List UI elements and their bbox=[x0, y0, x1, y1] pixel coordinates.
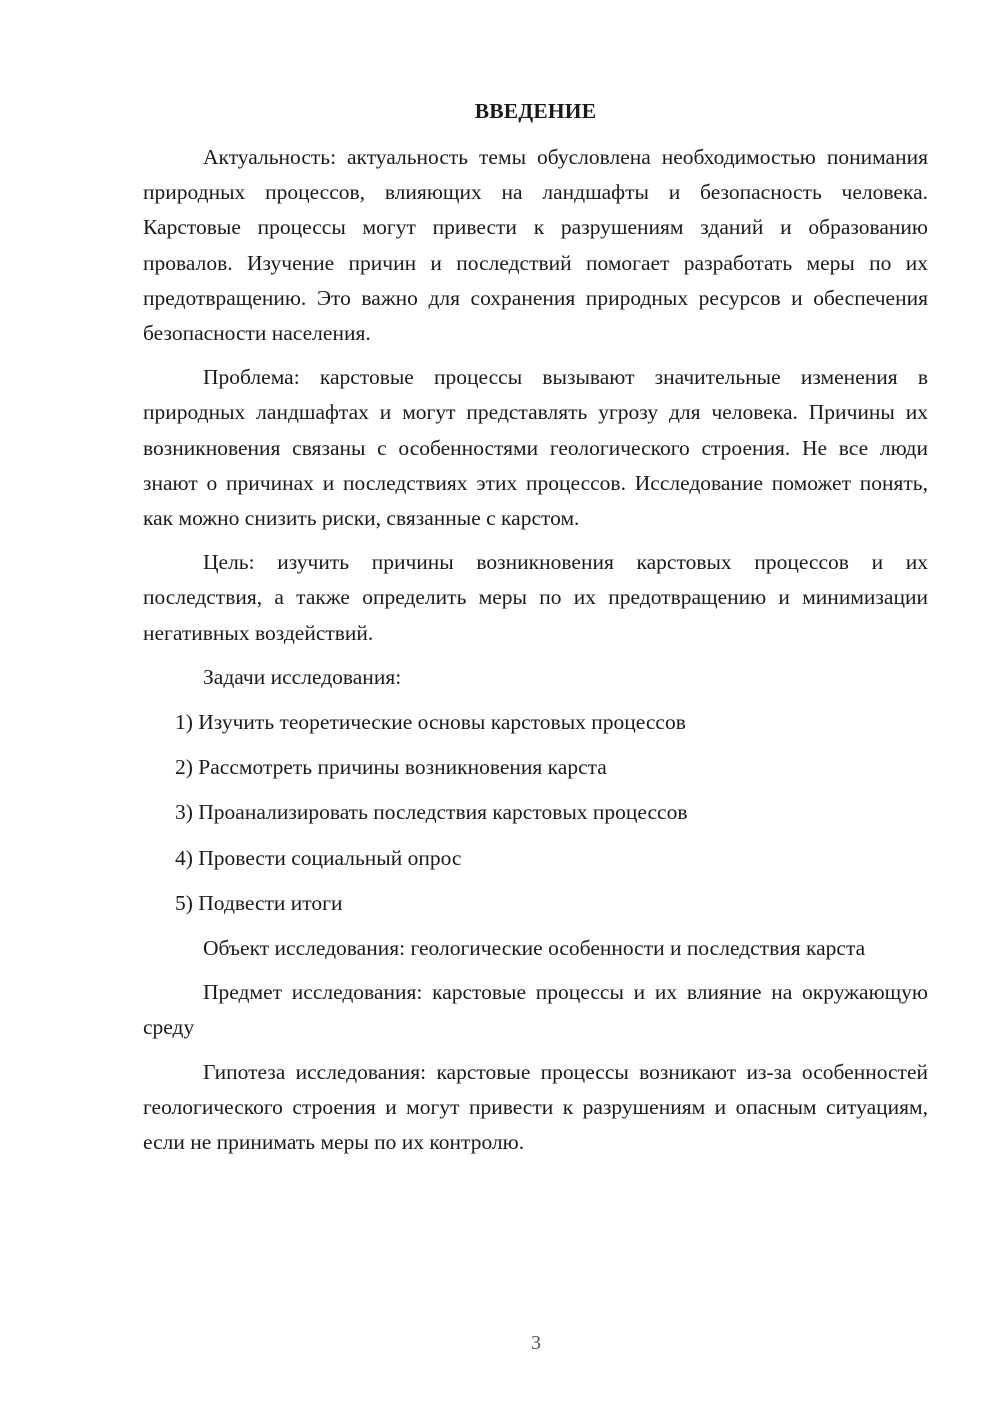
paragraph-relevance: Актуальность: актуальность темы обусловлена необходимостью понимания природных процессов, влияющих на ландшафты и безопасность человека. Карстовые процессы могут привести к разрушениям зданий и образованию провалов. Изучение причин и последствий помогает разработать меры по их предотвращению. Это важно для сохранения природных ресурсов и обеспечения безопасности населения. bbox=[143, 145, 928, 346]
paragraph-hypothesis: Гипотеза исследования: карстовые процессы возникают из-за особенностей геологического строения и могут привести к разрушениям и опасным ситуациям, если не принимать меры по их контролю. bbox=[143, 1059, 928, 1155]
paragraph-object: Объект исследования: геологические особенности и последствия карста bbox=[203, 936, 866, 961]
list-item: 4) Провести социальный опрос bbox=[175, 845, 462, 870]
list-item: 3) Проанализировать последствия карстовых процессов bbox=[175, 800, 688, 825]
page-number: 3 bbox=[531, 1332, 541, 1354]
task-list bbox=[143, 705, 928, 921]
list-item: 2) Рассмотреть причины возникновения карста bbox=[175, 755, 607, 780]
paragraph-goal: Цель: изучить причины возникновения карстовых процессов и их последствия, а также определить меры по их предотвращению и минимизации негативных воздействий. bbox=[143, 550, 928, 645]
page-content bbox=[143, 96, 928, 1169]
tasks-heading: Задачи исследования: bbox=[203, 664, 402, 689]
paragraph-problem: Проблема: карстовые процессы вызывают значительные изменения в природных ландшафтах и могут представлять угрозу для человека. Причины их возникновения связаны с особенностями геологического строения. Не все люди знают о причинах и последствиях этих процессов. Исследование поможет понять, как можно снизить риски, связанные с карстом. bbox=[143, 365, 928, 531]
page-title: ВВЕДЕНИЕ bbox=[474, 99, 597, 123]
list-item: 5) Подвести итоги bbox=[175, 890, 343, 915]
paragraph-subject: Предмет исследования: карстовые процессы и их влияние на окружающую среду bbox=[143, 980, 928, 1040]
list-item: 1) Изучить теоретические основы карстовых процессов bbox=[175, 710, 686, 735]
